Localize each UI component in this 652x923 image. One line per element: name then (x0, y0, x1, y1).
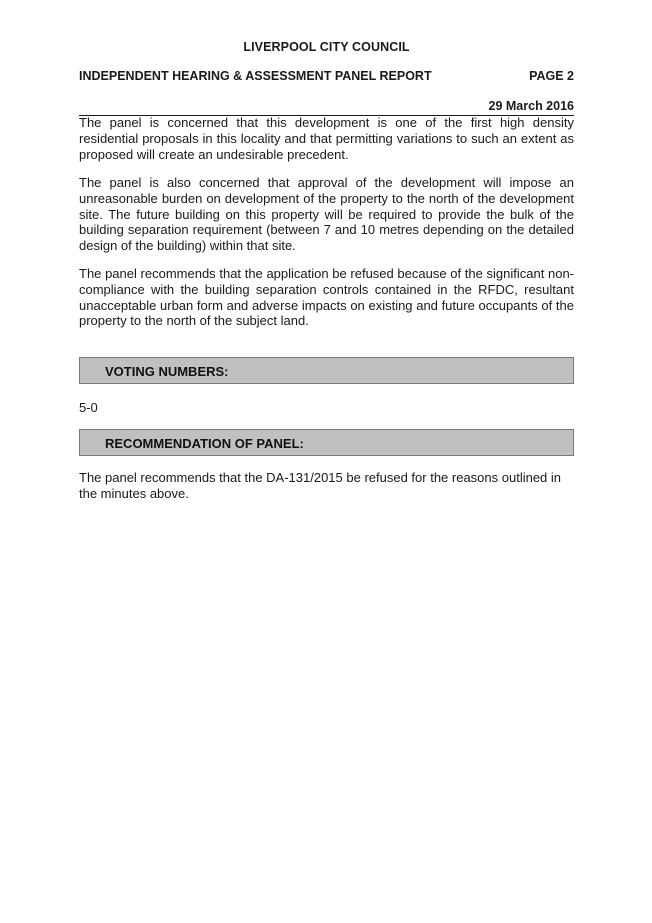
report-header-line (79, 69, 574, 83)
recommendation-text: The panel recommends that the DA-131/2015 be refused for the reasons outlined in the minutes above. (79, 470, 562, 501)
council-name: LIVERPOOL CITY COUNCIL (243, 40, 410, 54)
recommendation-heading: RECOMMENDATION OF PANEL: (105, 436, 304, 451)
report-date: 29 March 2016 (488, 99, 574, 113)
voting-result: 5-0 (79, 400, 98, 415)
body-paragraph-refusal: The panel recommends that the application be refused because of the significant non-compliance with the building separation controls contained in the RFDC, resultant unacceptable urban form and adverse impacts on existing and future occupants of the property to the north of the subject land. (79, 266, 574, 329)
body-paragraph-burden: The panel is also concerned that approval of the development will impose an unreasonable burden on development of the property to the north of the development site. The future building on this property will be required to provide the bulk of the building separation requirement (between 7 and 10 metres depending on the detailed design of the building) within that site. (79, 175, 574, 254)
voting-numbers-section-header (79, 357, 574, 384)
voting-numbers-heading: VOTING NUMBERS: (105, 364, 229, 379)
report-title: INDEPENDENT HEARING & ASSESSMENT PANEL REPORT (79, 69, 432, 83)
recommendation-section-header (79, 429, 574, 456)
body-paragraph-precedent: The panel is concerned that this development is one of the first high density residential proposals in this locality and that permitting variations to such an extent as proposed will create an undesirable precedent. (79, 115, 574, 162)
page-number: PAGE 2 (529, 69, 574, 83)
